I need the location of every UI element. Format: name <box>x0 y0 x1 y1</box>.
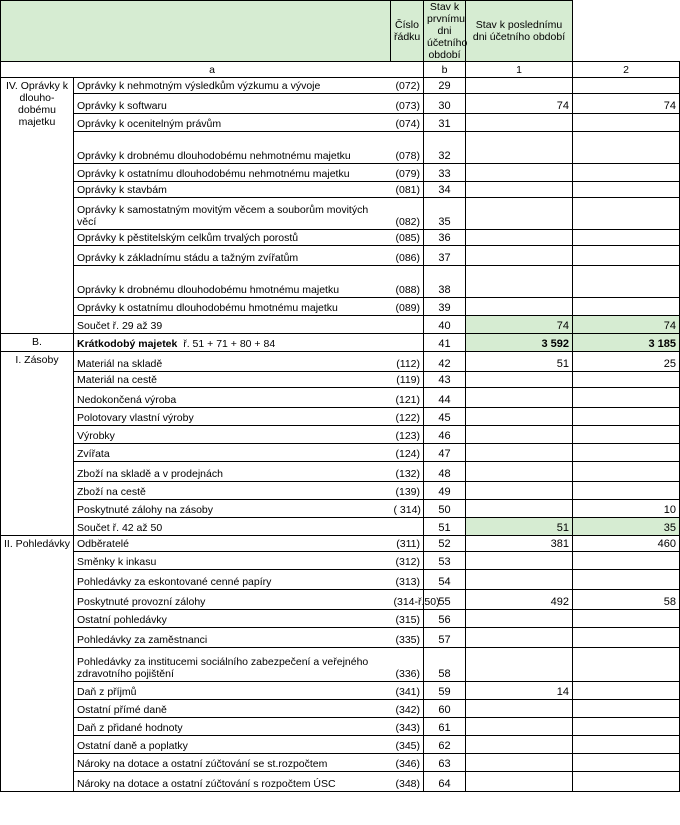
account-code: (336) <box>391 648 424 682</box>
account-code: (315) <box>391 610 424 628</box>
account-code <box>391 518 424 536</box>
row-name: Oprávky k drobnému dlouhodobému hmotnému majetku <box>74 266 391 298</box>
end-value <box>573 408 680 426</box>
row-number: 54 <box>424 570 466 590</box>
row-number: 64 <box>424 772 466 792</box>
table-row <box>1 266 680 298</box>
table-row <box>1 372 680 388</box>
table-row <box>1 298 680 316</box>
table-row <box>1 198 680 230</box>
account-code: (311) <box>391 536 424 552</box>
table-row <box>1 352 680 372</box>
row-number: 50 <box>424 500 466 518</box>
row-number: 48 <box>424 462 466 482</box>
account-code <box>391 316 424 334</box>
row-number: 47 <box>424 444 466 462</box>
end-value <box>573 246 680 266</box>
row-number: 39 <box>424 298 466 316</box>
account-code: (088) <box>391 266 424 298</box>
row-name: Poskytnuté provozní zálohy <box>74 590 391 610</box>
row-number: 30 <box>424 94 466 114</box>
end-value <box>573 610 680 628</box>
table-row <box>1 444 680 462</box>
table-row <box>1 482 680 500</box>
row-number: 36 <box>424 230 466 246</box>
table-header-row <box>1 1 680 62</box>
table-row <box>1 570 680 590</box>
table-row <box>1 648 680 682</box>
start-value <box>466 78 573 94</box>
account-code: (346) <box>391 754 424 772</box>
row-name: Výrobky <box>74 426 391 444</box>
row-name: Oprávky k samostatným movitým věcem a souborům movitých věcí <box>74 198 391 230</box>
account-code: (348) <box>391 772 424 792</box>
account-code: (132) <box>391 462 424 482</box>
row-name: Oprávky k pěstitelským celkům trvalých porostů <box>74 230 391 246</box>
end-value <box>573 718 680 736</box>
start-value <box>466 736 573 754</box>
account-code: (072) <box>391 78 424 94</box>
table-row <box>1 164 680 182</box>
row-number: 61 <box>424 718 466 736</box>
row-number: 40 <box>424 316 466 334</box>
row-number: 56 <box>424 610 466 628</box>
account-code <box>391 334 424 352</box>
end-value <box>573 482 680 500</box>
row-name: Ostatní daně a poplatky <box>74 736 391 754</box>
col-a-label: a <box>1 62 424 78</box>
col-b-label: b <box>424 62 466 78</box>
start-value: 51 <box>466 352 573 372</box>
table-row <box>1 610 680 628</box>
row-name <box>74 334 391 352</box>
end-value: 74 <box>573 316 680 334</box>
row-name: Oprávky k stavbám <box>74 182 391 198</box>
account-code: (343) <box>391 718 424 736</box>
start-value: 74 <box>466 316 573 334</box>
row-name: Oprávky k softwaru <box>74 94 391 114</box>
end-value <box>573 372 680 388</box>
end-value <box>573 182 680 198</box>
row-number: 51 <box>424 518 466 536</box>
account-code: (085) <box>391 230 424 246</box>
table-row <box>1 628 680 648</box>
end-value <box>573 682 680 700</box>
section-oprávky-label: IV. Oprávky k dlouho-dobému majetku <box>1 78 74 334</box>
row-name: Oprávky k ocenitelným právům <box>74 114 391 132</box>
row-name: Oprávky k drobnému dlouhodobému nehmotnému majetku <box>74 132 391 164</box>
row-number: 55 <box>424 590 466 610</box>
row-name: Polotovary vlastní výroby <box>74 408 391 426</box>
table-row <box>1 500 680 518</box>
row-name: Nároky na dotace a ostatní zúčtování s rozpočtem ÚSC <box>74 772 391 792</box>
row-name: Ostatní pohledávky <box>74 610 391 628</box>
start-value <box>466 408 573 426</box>
row-name: Pohledávky za institucemi sociálního zabezpečení a veřejného zdravotního pojištění <box>74 648 391 682</box>
row-name: Součet ř. 42 až 50 <box>74 518 391 536</box>
table-row <box>1 736 680 754</box>
table-row <box>1 590 680 610</box>
end-value <box>573 570 680 590</box>
table-row <box>1 552 680 570</box>
section-pohledavky-label: II. Pohledávky <box>1 536 74 792</box>
end-value <box>573 388 680 408</box>
row-name: Materiál na cestě <box>74 372 391 388</box>
end-value: 3 185 <box>573 334 680 352</box>
start-value <box>466 700 573 718</box>
row-name: Směnky k inkasu <box>74 552 391 570</box>
end-state-header: Stav k poslednímu dni účetního období <box>466 1 573 62</box>
start-value <box>466 482 573 500</box>
start-value: 74 <box>466 94 573 114</box>
row-number: 43 <box>424 372 466 388</box>
start-value <box>466 230 573 246</box>
row-number: 38 <box>424 266 466 298</box>
account-code: (073) <box>391 94 424 114</box>
end-value <box>573 230 680 246</box>
start-value: 14 <box>466 682 573 700</box>
end-value <box>573 628 680 648</box>
table-row <box>1 700 680 718</box>
account-code: (086) <box>391 246 424 266</box>
row-number: 33 <box>424 164 466 182</box>
row-number: 58 <box>424 648 466 682</box>
table-row <box>1 78 680 94</box>
row-number: 37 <box>424 246 466 266</box>
account-code: (139) <box>391 482 424 500</box>
account-code: (078) <box>391 132 424 164</box>
section-zasoby-label: I. Zásoby <box>1 352 74 536</box>
table-row <box>1 132 680 164</box>
row-name: Oprávky k základnímu stádu a tažným zvířatům <box>74 246 391 266</box>
start-value <box>466 132 573 164</box>
end-value <box>573 114 680 132</box>
start-value <box>466 388 573 408</box>
row-number: 35 <box>424 198 466 230</box>
account-code: (345) <box>391 736 424 754</box>
table-row <box>1 114 680 132</box>
row-name: Ostatní přímé daně <box>74 700 391 718</box>
row-number: 62 <box>424 736 466 754</box>
col-1-label: 1 <box>466 62 573 78</box>
start-value: 381 <box>466 536 573 552</box>
account-code: (313) <box>391 570 424 590</box>
end-value <box>573 772 680 792</box>
account-code: (335) <box>391 628 424 648</box>
account-code: (074) <box>391 114 424 132</box>
row-name: Součet ř. 29 až 39 <box>74 316 391 334</box>
start-value <box>466 266 573 298</box>
account-code: (121) <box>391 388 424 408</box>
end-value <box>573 648 680 682</box>
row-name: Daň z přidané hodnoty <box>74 718 391 736</box>
start-value <box>466 426 573 444</box>
row-name: Oprávky k ostatnímu dlouhodobému nehmotnému majetku <box>74 164 391 182</box>
row-number: 34 <box>424 182 466 198</box>
account-code: ( 314) <box>391 500 424 518</box>
account-code: (124) <box>391 444 424 462</box>
table-row <box>1 246 680 266</box>
header-blank <box>1 1 391 62</box>
start-value <box>466 500 573 518</box>
account-code: (119) <box>391 372 424 388</box>
row-number-header: Číslo řádku <box>391 1 424 62</box>
column-letter-row <box>1 62 680 78</box>
table-row <box>1 388 680 408</box>
row-number: 59 <box>424 682 466 700</box>
table-row <box>1 682 680 700</box>
end-value <box>573 444 680 462</box>
end-value: 25 <box>573 352 680 372</box>
end-value: 58 <box>573 590 680 610</box>
row-number: 46 <box>424 426 466 444</box>
table-row <box>1 718 680 736</box>
start-value <box>466 298 573 316</box>
table-row <box>1 182 680 198</box>
row-number: 49 <box>424 482 466 500</box>
account-code: (081) <box>391 182 424 198</box>
start-value <box>466 610 573 628</box>
account-code: (089) <box>391 298 424 316</box>
row-name: Poskytnuté zálohy na zásoby <box>74 500 391 518</box>
row-number: 52 <box>424 536 466 552</box>
row-name: Nedokončená výroba <box>74 388 391 408</box>
end-value: 460 <box>573 536 680 552</box>
account-code: (122) <box>391 408 424 426</box>
table-row <box>1 754 680 772</box>
account-code: (312) <box>391 552 424 570</box>
start-value <box>466 182 573 198</box>
end-value <box>573 700 680 718</box>
row-number: 32 <box>424 132 466 164</box>
row-name: Pohledávky za eskontované cenné papíry <box>74 570 391 590</box>
account-code: (314-ř.50) <box>391 590 424 610</box>
start-value: 492 <box>466 590 573 610</box>
row-number: 63 <box>424 754 466 772</box>
account-code: (341) <box>391 682 424 700</box>
row-name: Zvířata <box>74 444 391 462</box>
row-name: Daň z příjmů <box>74 682 391 700</box>
row-number: 57 <box>424 628 466 648</box>
start-value <box>466 372 573 388</box>
start-value <box>466 198 573 230</box>
row-name: Nároky na dotace a ostatní zúčtování se st.rozpočtem <box>74 754 391 772</box>
row-number: 41 <box>424 334 466 352</box>
row-name: Oprávky k ostatnímu dlouhodobému hmotnému majetku <box>74 298 391 316</box>
end-value <box>573 198 680 230</box>
start-value <box>466 444 573 462</box>
start-value <box>466 648 573 682</box>
account-code: (079) <box>391 164 424 182</box>
section-b-label: B. <box>1 334 74 352</box>
end-value <box>573 132 680 164</box>
start-value <box>466 552 573 570</box>
table-row <box>1 334 680 352</box>
end-value <box>573 426 680 444</box>
table-row <box>1 462 680 482</box>
account-code: (342) <box>391 700 424 718</box>
row-number: 60 <box>424 700 466 718</box>
table-row <box>1 316 680 334</box>
table-row <box>1 94 680 114</box>
row-number: 42 <box>424 352 466 372</box>
end-value <box>573 736 680 754</box>
start-value: 51 <box>466 518 573 536</box>
end-value <box>573 754 680 772</box>
row-number: 44 <box>424 388 466 408</box>
row-name: Pohledávky za zaměstnanci <box>74 628 391 648</box>
start-value: 3 592 <box>466 334 573 352</box>
start-value <box>466 462 573 482</box>
row-name: Materiál na skladě <box>74 352 391 372</box>
table-row <box>1 536 680 552</box>
start-value <box>466 718 573 736</box>
table-row <box>1 426 680 444</box>
start-value <box>466 246 573 266</box>
end-value <box>573 462 680 482</box>
end-value <box>573 266 680 298</box>
end-value: 35 <box>573 518 680 536</box>
start-value <box>466 754 573 772</box>
end-value <box>573 78 680 94</box>
start-value <box>466 164 573 182</box>
end-value <box>573 552 680 570</box>
row-name-text: Krátkodobý majetek <box>77 338 178 350</box>
col-2-label: 2 <box>573 62 680 78</box>
table-row <box>1 408 680 426</box>
end-value: 10 <box>573 500 680 518</box>
row-formula: ř. 51 + 71 + 80 + 84 <box>183 338 276 350</box>
end-value <box>573 298 680 316</box>
row-name: Zboží na skladě a v prodejnách <box>74 462 391 482</box>
end-value: 74 <box>573 94 680 114</box>
account-code: (112) <box>391 352 424 372</box>
row-name: Oprávky k nehmotným výsledkům výzkumu a vývoje <box>74 78 391 94</box>
row-name: Odběratelé <box>74 536 391 552</box>
row-number: 45 <box>424 408 466 426</box>
start-state-header: Stav k prvnímu dni účetního období <box>424 1 466 62</box>
start-value <box>466 570 573 590</box>
row-number: 53 <box>424 552 466 570</box>
start-value <box>466 114 573 132</box>
account-code: (082) <box>391 198 424 230</box>
end-value <box>573 164 680 182</box>
start-value <box>466 628 573 648</box>
start-value <box>466 772 573 792</box>
table-row <box>1 230 680 246</box>
row-number: 29 <box>424 78 466 94</box>
row-number: 31 <box>424 114 466 132</box>
row-name: Zboží na cestě <box>74 482 391 500</box>
table-row <box>1 772 680 792</box>
account-code: (123) <box>391 426 424 444</box>
table-row <box>1 518 680 536</box>
